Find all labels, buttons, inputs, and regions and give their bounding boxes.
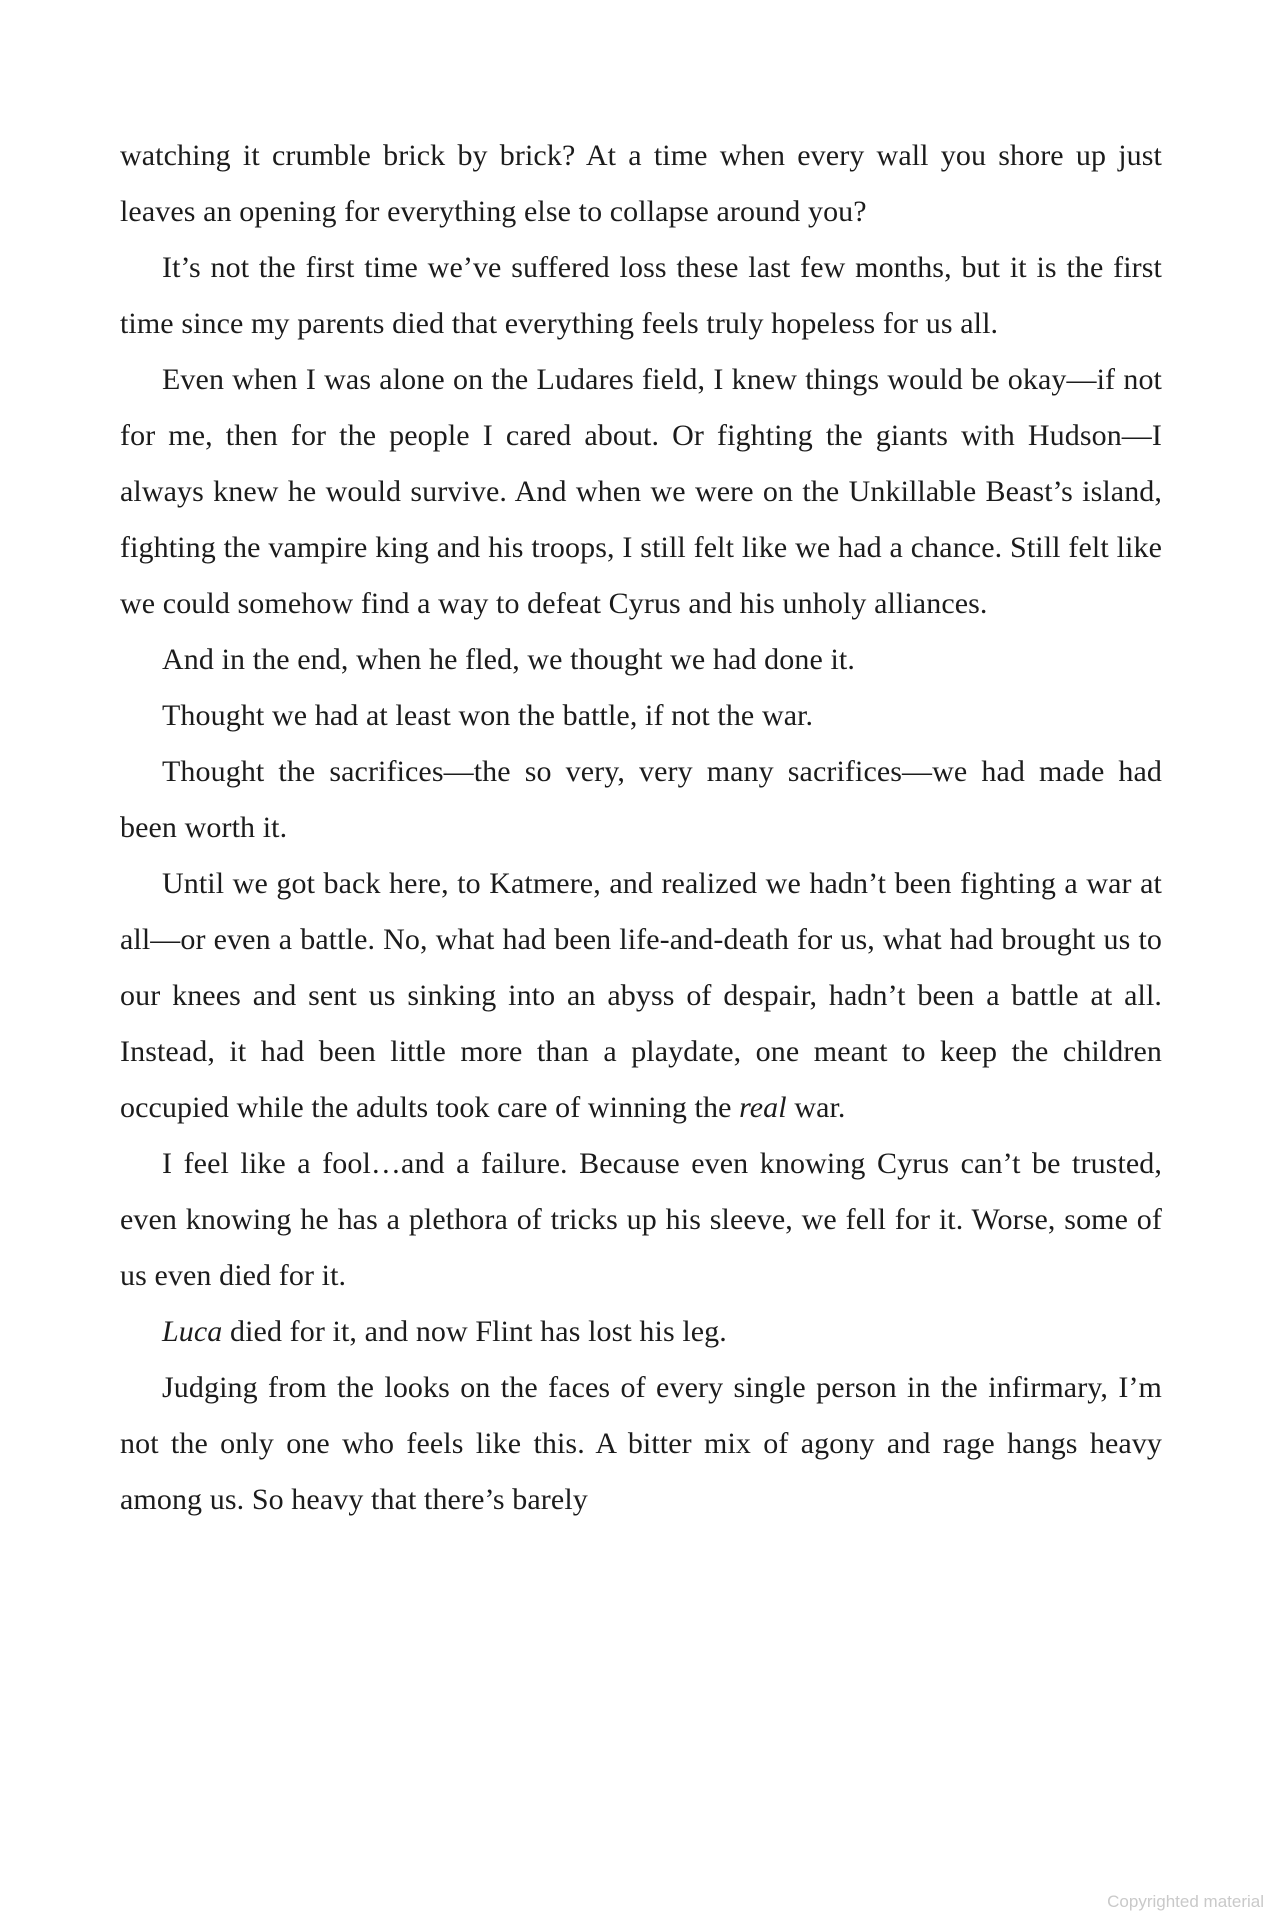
paragraph [120, 1304, 1162, 1360]
paragraph [120, 1360, 1162, 1528]
text-run: Judging from the looks on the faces of every single person in the infirmary, I’m not the only one who feels like this. A bitter mix of agony and rage hangs heavy among us. So heavy that there’s barely [120, 1371, 1162, 1516]
text-run: died for it, and now Flint has lost his leg. [222, 1315, 727, 1348]
text-run: Even when I was alone on the Ludares field, I knew things would be okay—if not for me, then for the people I cared about. Or fighting the giants with Hudson—I always knew he would survive. And when we were on the Unkillable Beast’s island, fighting the vampire king and his troops, I still felt like we had a chance. Still felt like we could somehow find a way to defeat Cyrus and his unholy alliances. [120, 363, 1162, 620]
text-run: war. [786, 1091, 846, 1124]
text-run: Thought the sacrifices—the so very, very many sacrifices—we had made had been worth it. [120, 755, 1162, 844]
paragraph [120, 240, 1162, 352]
paragraph [120, 352, 1162, 632]
paragraph [120, 856, 1162, 1136]
page-text [120, 128, 1162, 1528]
text-run: It’s not the first time we’ve suffered loss these last few months, but it is the first time since my parents died that everything feels truly hopeless for us all. [120, 251, 1162, 340]
paragraph [120, 128, 1162, 240]
text-run: Until we got back here, to Katmere, and realized we hadn’t been fighting a war at all—or even a battle. No, what had been life-and-death for us, what had brought us to our knees and sent us sinking into an abyss of despair, hadn’t been a battle at all. Instead, it had been little more than a playdate, one meant to keep the children occupied while the adults took care of winning the [120, 867, 1162, 1124]
paragraph [120, 1136, 1162, 1304]
italic-text-run: real [739, 1091, 787, 1124]
paragraph [120, 688, 1162, 744]
text-run: watching it crumble brick by brick? At a time when every wall you shore up just leaves an opening for everything else to collapse around you? [120, 139, 1162, 228]
copyright-watermark: Copyrighted material [1107, 1892, 1264, 1911]
italic-text-run: Luca [162, 1315, 223, 1348]
paragraph [120, 744, 1162, 856]
text-run: I feel like a fool…and a failure. Because even knowing Cyrus can’t be trusted, even knowing he has a plethora of tricks up his sleeve, we fell for it. Worse, some of us even died for it. [120, 1147, 1162, 1292]
text-run: Thought we had at least won the battle, if not the war. [162, 699, 814, 732]
text-run: And in the end, when he fled, we thought we had done it. [162, 643, 855, 676]
paragraph [120, 632, 1162, 688]
